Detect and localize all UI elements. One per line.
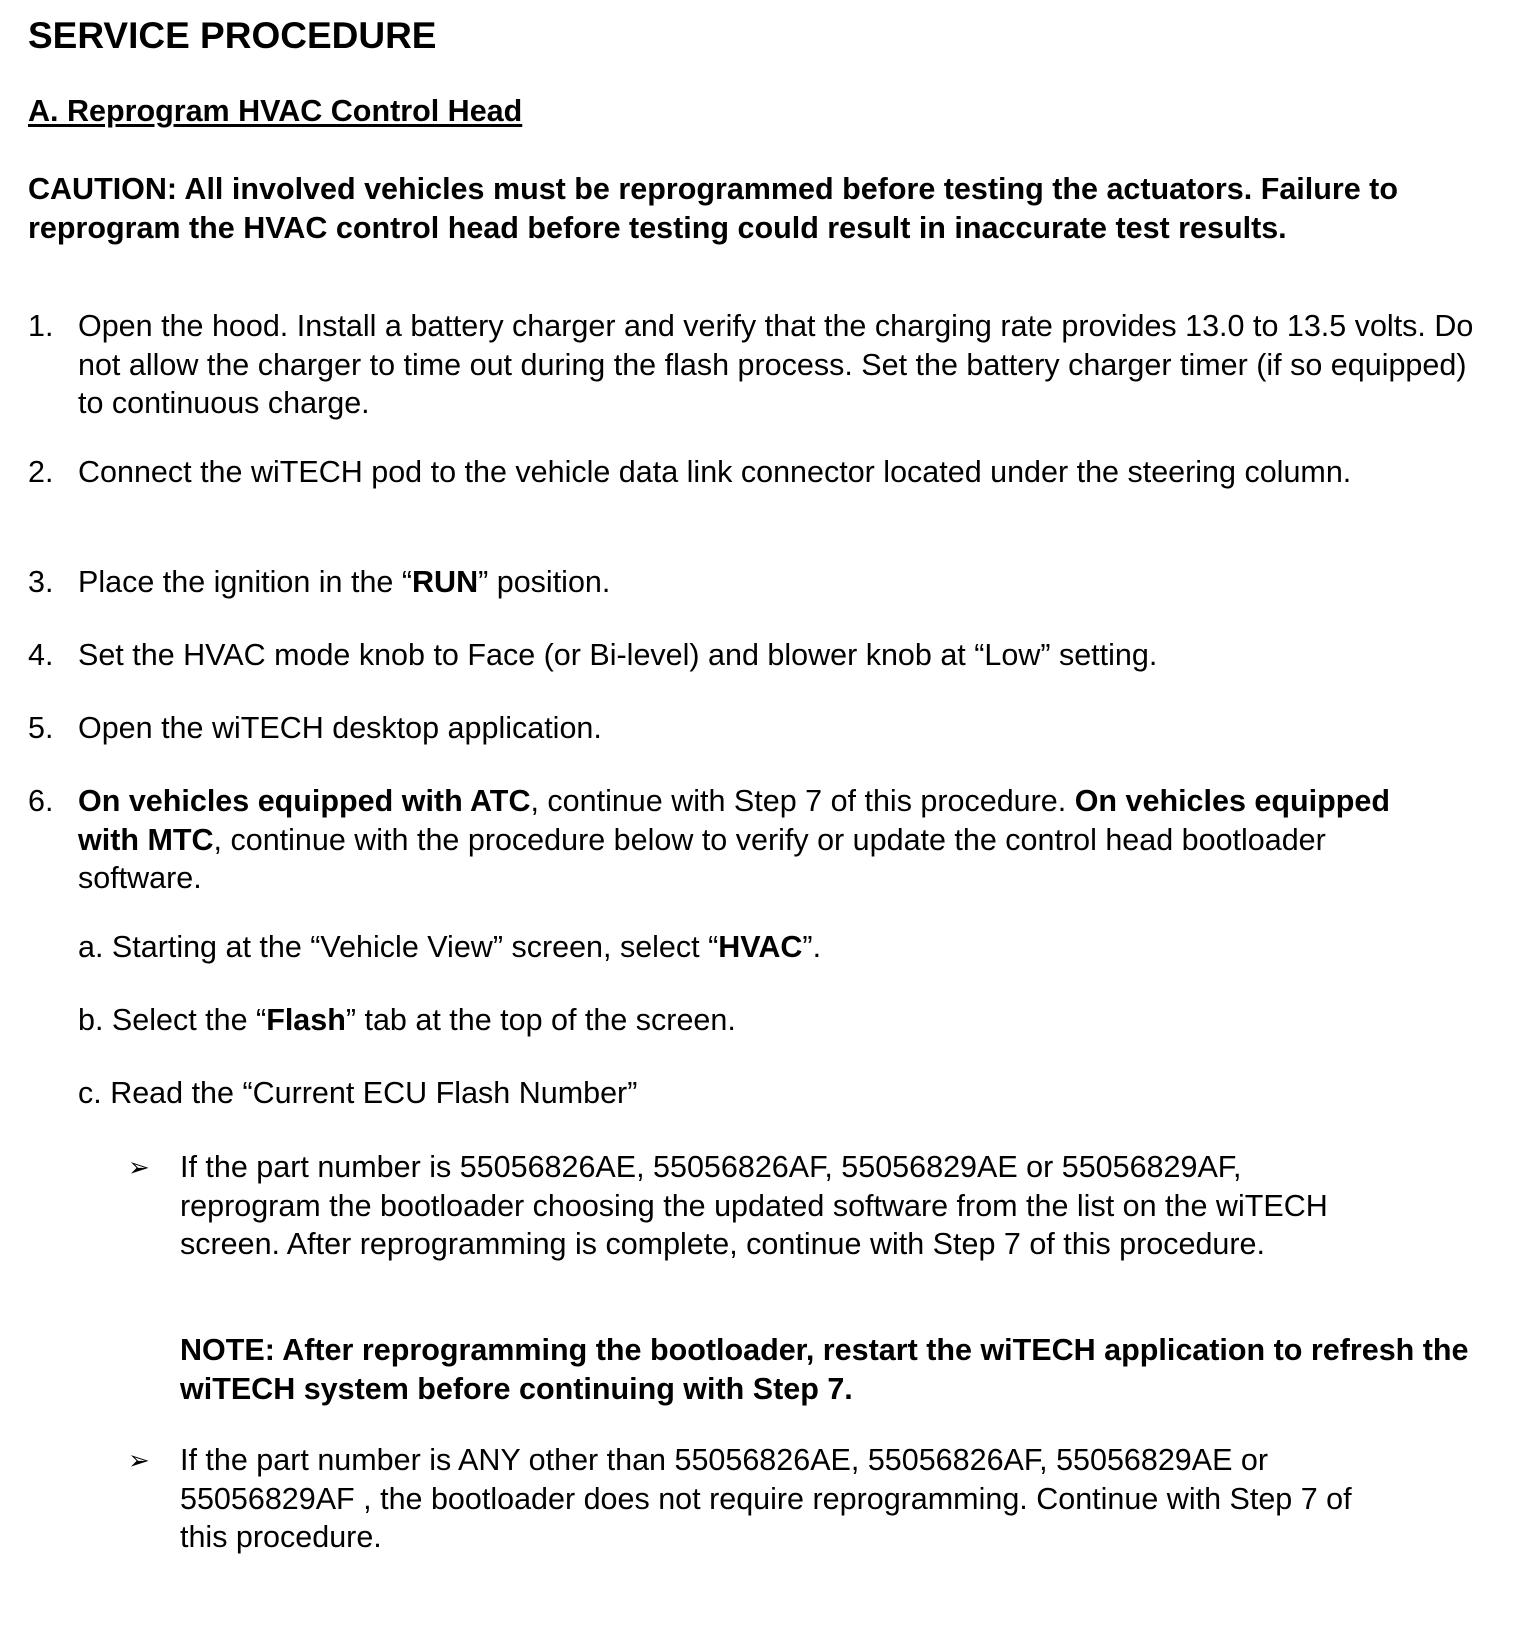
page-title: SERVICE PROCEDURE — [28, 15, 437, 56]
substep-c: c. Read the “Current ECU Flash Number” — [78, 1076, 638, 1110]
step-text-pre: Place the ignition in the “ — [78, 565, 413, 599]
step-text: Open the wiTECH desktop application. — [78, 711, 602, 745]
substep-b — [78, 1001, 1478, 1040]
step-text: Connect the wiTECH pod to the vehicle data link connector located under the steering column. — [78, 455, 1352, 489]
arrow-bullet-icon: ➢ — [128, 1152, 150, 1182]
step-text-bold: On vehicles equipped with ATC — [78, 784, 531, 818]
step-number: 6. — [28, 784, 54, 818]
section-heading: A. Reprogram HVAC Control Head — [28, 94, 523, 128]
substep-text-pre: a. Starting at the “Vehicle View” screen, select “ — [78, 930, 719, 964]
note-paragraph: NOTE: After reprogramming the bootloader, restart the wiTECH application to refresh the wiTECH system before continuing with Step 7. — [180, 1333, 1469, 1406]
arrow-bullet-icon: ➢ — [128, 1445, 150, 1475]
substep-text-pre: b. Select the “ — [78, 1003, 267, 1037]
step-number: 1. — [28, 309, 54, 343]
step-text-post: ” position. — [478, 565, 611, 599]
step-number: 3. — [28, 565, 54, 599]
substep-text-post: ” tab at the top of the screen. — [345, 1003, 736, 1037]
step-text-bold: On vehicles equipped with MTC — [78, 784, 1390, 857]
bullet-text: If the part number is 55056826AE, 55056826AF, 55056829AE or 55056829AF, reprogram the bootloader choosing the updated software from the list on the wiTECH screen. After reprogramming is complete, continue with Step 7 of this procedure. — [180, 1150, 1328, 1261]
bullet-text: If the part number is ANY other than 55056826AE, 55056826AF, 55056829AE or 55056829AF , the bootloader does not require reprogramming. Continue with Step 7 of this procedure. — [180, 1443, 1352, 1554]
substep-a — [78, 928, 1478, 967]
step-number: 5. — [28, 711, 54, 745]
substep-text-bold: HVAC — [718, 930, 803, 964]
step-text: Open the hood. Install a battery charger and verify that the charging rate provides 13.0 to 13.5 volts. Do not allow the charger to time out during the flash process. Set the battery charger timer (if so equipped) to continuous charge. — [78, 309, 1474, 420]
substep-text-post: ”. — [802, 930, 822, 964]
step-number: 4. — [28, 638, 54, 672]
step-text — [78, 782, 1418, 898]
caution-paragraph: CAUTION: All involved vehicles must be reprogrammed before testing the actuators. Failure to reprogram the HVAC control head before testing could result in inaccurate test results. — [28, 172, 1398, 245]
step-text-post: , continue with the procedure below to verify or update the control head bootloader software. — [78, 822, 1326, 895]
step-number: 2. — [28, 455, 54, 489]
substep-text-bold: Flash — [266, 1003, 346, 1037]
step-text: Set the HVAC mode knob to Face (or Bi-level) and blower knob at “Low” setting. — [78, 638, 1158, 672]
step-text — [78, 563, 1498, 602]
step-text-bold: RUN — [412, 565, 479, 599]
step-text-mid: , continue with Step 7 of this procedure. — [530, 784, 1075, 818]
